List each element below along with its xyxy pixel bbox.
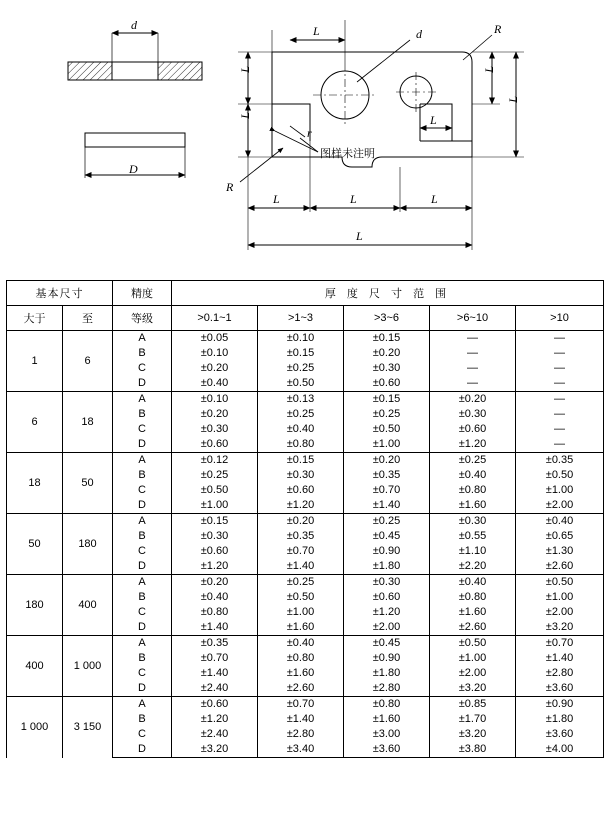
label-R-corner: R: [494, 22, 502, 36]
cell-tolerance: ±2.60: [258, 681, 344, 697]
header-basic-size: 基本尺寸: [7, 281, 113, 306]
cell-grade: B: [113, 651, 172, 666]
cell-tolerance: —: [516, 361, 604, 376]
cell-tolerance: ±1.20: [258, 498, 344, 514]
cell-tolerance: ±0.25: [258, 361, 344, 376]
cell-tolerance: ±0.30: [344, 361, 430, 376]
table-header-row-1: [7, 281, 604, 306]
cell-grade: B: [113, 407, 172, 422]
cell-tolerance: ±1.60: [344, 712, 430, 727]
table-header-row-2: [7, 306, 604, 331]
cell-tolerance: ±0.10: [172, 346, 258, 361]
cell-tolerance: ±3.20: [172, 742, 258, 758]
cell-grade: A: [113, 453, 172, 469]
cell-tolerance: ±0.50: [430, 636, 516, 652]
cell-grade: D: [113, 498, 172, 514]
cell-tolerance: ±0.15: [344, 392, 430, 408]
cell-tolerance: ±0.40: [516, 514, 604, 530]
cell-tolerance: ±1.00: [172, 498, 258, 514]
cell-tolerance: ±0.35: [344, 468, 430, 483]
technical-drawing: [0, 0, 609, 272]
cell-tolerance: ±2.00: [516, 498, 604, 514]
cell-grade: C: [113, 727, 172, 742]
cell-tolerance: ±2.40: [172, 681, 258, 697]
cell-grade: D: [113, 681, 172, 697]
cell-tolerance: ±0.15: [344, 331, 430, 347]
cell-tolerance: ±0.20: [172, 407, 258, 422]
cell-size-to: 50: [63, 453, 113, 514]
cell-tolerance: ±0.40: [172, 376, 258, 392]
cell-tolerance: ±0.45: [344, 636, 430, 652]
cell-tolerance: ±0.55: [430, 529, 516, 544]
cell-tolerance: ±0.15: [258, 453, 344, 469]
cell-tolerance: ±1.00: [516, 483, 604, 498]
cell-tolerance: —: [430, 361, 516, 376]
cell-size-from: 50: [7, 514, 63, 575]
cell-tolerance: ±0.40: [258, 422, 344, 437]
cell-tolerance: ±0.13: [258, 392, 344, 408]
cell-tolerance: ±0.50: [258, 590, 344, 605]
cell-tolerance: ±1.60: [430, 605, 516, 620]
cell-tolerance: ±1.20: [430, 437, 516, 453]
cell-tolerance: ±0.70: [172, 651, 258, 666]
header-thickness-range: 厚 度 尺 寸 范 围: [172, 281, 604, 306]
cell-grade: B: [113, 590, 172, 605]
cell-tolerance: ±0.25: [430, 453, 516, 469]
cell-grade: C: [113, 361, 172, 376]
cell-tolerance: ±0.25: [258, 575, 344, 591]
label-L-bottom-total: L: [356, 229, 363, 243]
cell-tolerance: ±0.40: [430, 468, 516, 483]
cell-grade: D: [113, 559, 172, 575]
table-row: [7, 575, 604, 591]
cell-tolerance: ±1.40: [516, 651, 604, 666]
cell-tolerance: ±0.20: [344, 453, 430, 469]
cell-tolerance: ±0.12: [172, 453, 258, 469]
cell-tolerance: ±0.60: [344, 376, 430, 392]
label-L-top: L: [313, 24, 320, 38]
cell-grade: D: [113, 437, 172, 453]
cell-tolerance: ±1.70: [430, 712, 516, 727]
table-row: [7, 636, 604, 652]
cell-grade: A: [113, 392, 172, 408]
cell-tolerance: ±1.80: [344, 666, 430, 681]
cell-tolerance: ±1.60: [258, 666, 344, 681]
cell-tolerance: —: [430, 331, 516, 347]
cell-tolerance: ±0.30: [172, 529, 258, 544]
cell-tolerance: ±0.85: [430, 697, 516, 713]
cell-size-from: 180: [7, 575, 63, 636]
cell-tolerance: ±2.60: [516, 559, 604, 575]
cell-tolerance: ±0.80: [258, 651, 344, 666]
cell-tolerance: ±0.80: [258, 437, 344, 453]
cell-tolerance: ±3.60: [516, 727, 604, 742]
cell-tolerance: ±1.40: [258, 559, 344, 575]
cell-tolerance: ±0.60: [172, 697, 258, 713]
header-range-0: >0.1~1: [172, 306, 258, 331]
cell-tolerance: ±0.25: [258, 407, 344, 422]
cell-tolerance: ±1.20: [344, 605, 430, 620]
cell-size-to: 1 000: [63, 636, 113, 697]
label-L-left-lower: L: [238, 112, 252, 119]
cell-grade: B: [113, 529, 172, 544]
cell-size-from: 1: [7, 331, 63, 392]
cell-tolerance: ±0.60: [172, 437, 258, 453]
cell-tolerance: ±0.20: [430, 392, 516, 408]
header-precision: 精度: [113, 281, 172, 306]
cell-tolerance: ±0.30: [172, 422, 258, 437]
label-L-bottom-1: L: [273, 192, 280, 206]
drawing-svg: [0, 0, 609, 272]
cell-grade: A: [113, 514, 172, 530]
cell-tolerance: ±1.30: [516, 544, 604, 559]
cell-tolerance: ±1.40: [258, 712, 344, 727]
cell-size-from: 400: [7, 636, 63, 697]
cell-tolerance: ±0.65: [516, 529, 604, 544]
cell-tolerance: ±2.20: [430, 559, 516, 575]
cell-size-to: 6: [63, 331, 113, 392]
header-range-3: >6~10: [430, 306, 516, 331]
cell-tolerance: ±1.00: [430, 651, 516, 666]
table-row: [7, 453, 604, 469]
cell-tolerance: ±4.00: [516, 742, 604, 758]
cell-tolerance: ±0.90: [344, 651, 430, 666]
cell-tolerance: ±0.80: [430, 590, 516, 605]
cell-tolerance: ±1.60: [430, 498, 516, 514]
cell-tolerance: ±2.80: [258, 727, 344, 742]
header-grade: 等级: [113, 306, 172, 331]
label-L-right-inner: L: [430, 113, 437, 127]
cell-tolerance: ±3.00: [344, 727, 430, 742]
cell-grade: A: [113, 331, 172, 347]
cell-tolerance: ±0.50: [516, 468, 604, 483]
cell-size-to: 18: [63, 392, 113, 453]
cell-tolerance: ±0.20: [258, 514, 344, 530]
cell-tolerance: ±3.20: [430, 681, 516, 697]
label-L-bottom-3: L: [431, 192, 438, 206]
cell-tolerance: ±0.10: [258, 331, 344, 347]
label-d-hole: d: [416, 27, 422, 41]
header-range-1: >1~3: [258, 306, 344, 331]
cell-grade: D: [113, 376, 172, 392]
cell-size-to: 400: [63, 575, 113, 636]
cell-tolerance: ±3.60: [516, 681, 604, 697]
cell-grade: B: [113, 712, 172, 727]
cell-tolerance: ±0.45: [344, 529, 430, 544]
label-d-washer: d: [131, 18, 137, 32]
cell-tolerance: ±2.00: [344, 620, 430, 636]
cell-tolerance: ±0.40: [258, 636, 344, 652]
cell-tolerance: ±0.70: [258, 544, 344, 559]
cell-tolerance: ±0.05: [172, 331, 258, 347]
cell-tolerance: ±0.60: [430, 422, 516, 437]
note-unmarked-in-drawing: 图样未注明: [320, 148, 375, 160]
cell-tolerance: ±1.40: [172, 620, 258, 636]
cell-tolerance: ±1.80: [344, 559, 430, 575]
cell-size-to: 180: [63, 514, 113, 575]
cell-tolerance: ±1.10: [430, 544, 516, 559]
cell-grade: C: [113, 483, 172, 498]
cell-tolerance: —: [516, 376, 604, 392]
tolerance-table: [6, 280, 604, 758]
cell-tolerance: ±0.70: [344, 483, 430, 498]
cell-tolerance: ±0.80: [344, 697, 430, 713]
cell-grade: C: [113, 605, 172, 620]
label-L-bottom-2: L: [350, 192, 357, 206]
cell-tolerance: ±1.20: [172, 559, 258, 575]
cell-tolerance: ±1.40: [344, 498, 430, 514]
cell-tolerance: ±0.30: [430, 514, 516, 530]
header-greater-than: 大于: [7, 306, 63, 331]
cell-size-from: 6: [7, 392, 63, 453]
cell-tolerance: —: [516, 331, 604, 347]
cell-tolerance: ±3.20: [430, 727, 516, 742]
cell-tolerance: ±0.60: [258, 483, 344, 498]
cell-grade: C: [113, 666, 172, 681]
cell-grade: C: [113, 544, 172, 559]
cell-tolerance: ±3.40: [258, 742, 344, 758]
cell-grade: B: [113, 346, 172, 361]
cell-tolerance: ±2.80: [344, 681, 430, 697]
cell-tolerance: ±0.35: [258, 529, 344, 544]
cell-size-to: 3 150: [63, 697, 113, 758]
cell-grade: B: [113, 468, 172, 483]
cell-grade: D: [113, 620, 172, 636]
cell-tolerance: ±2.00: [430, 666, 516, 681]
cell-grade: D: [113, 742, 172, 758]
cell-tolerance: ±1.00: [344, 437, 430, 453]
cell-tolerance: ±0.15: [258, 346, 344, 361]
cell-grade: A: [113, 697, 172, 713]
cell-tolerance: ±0.60: [344, 590, 430, 605]
label-r-fillet: r: [307, 126, 312, 140]
cell-tolerance: ±0.30: [430, 407, 516, 422]
cell-tolerance: —: [516, 422, 604, 437]
cell-tolerance: ±1.40: [172, 666, 258, 681]
cell-tolerance: ±0.50: [344, 422, 430, 437]
cell-tolerance: ±0.50: [172, 483, 258, 498]
cell-tolerance: ±2.60: [430, 620, 516, 636]
cell-grade: C: [113, 422, 172, 437]
cell-tolerance: ±0.30: [258, 468, 344, 483]
cell-tolerance: —: [516, 437, 604, 453]
cell-tolerance: ±0.25: [344, 407, 430, 422]
cell-tolerance: ±0.90: [344, 544, 430, 559]
cell-tolerance: ±0.30: [344, 575, 430, 591]
header-range-2: >3~6: [344, 306, 430, 331]
cell-tolerance: ±1.00: [258, 605, 344, 620]
label-R-bottom: R: [226, 180, 234, 194]
header-to: 至: [63, 306, 113, 331]
cell-tolerance: ±0.20: [344, 346, 430, 361]
label-D-plate: D: [129, 162, 138, 176]
cell-tolerance: ±0.35: [172, 636, 258, 652]
cell-tolerance: ±2.40: [172, 727, 258, 742]
cell-tolerance: —: [516, 346, 604, 361]
cell-tolerance: ±3.60: [344, 742, 430, 758]
table-row: [7, 331, 604, 347]
cell-tolerance: —: [430, 346, 516, 361]
cell-tolerance: ±0.40: [172, 590, 258, 605]
label-L-left-upper: L: [238, 66, 252, 73]
cell-size-from: 1 000: [7, 697, 63, 758]
cell-tolerance: ±1.20: [172, 712, 258, 727]
cell-grade: A: [113, 636, 172, 652]
cell-tolerance: ±0.40: [430, 575, 516, 591]
cell-tolerance: ±0.20: [172, 361, 258, 376]
cell-tolerance: ±0.80: [430, 483, 516, 498]
cell-tolerance: —: [430, 376, 516, 392]
cell-tolerance: ±0.20: [172, 575, 258, 591]
label-L-right-upper: L: [482, 66, 496, 73]
cell-tolerance: ±0.70: [516, 636, 604, 652]
cell-tolerance: —: [516, 392, 604, 408]
table-row: [7, 697, 604, 713]
cell-tolerance: ±0.70: [258, 697, 344, 713]
cell-tolerance: ±3.20: [516, 620, 604, 636]
cell-tolerance: ±0.25: [172, 468, 258, 483]
tolerance-table-wrapper: [6, 280, 603, 758]
cell-tolerance: ±0.50: [516, 575, 604, 591]
cell-tolerance: ±0.50: [258, 376, 344, 392]
table-row: [7, 514, 604, 530]
cell-tolerance: ±0.80: [172, 605, 258, 620]
header-range-4: >10: [516, 306, 604, 331]
cell-tolerance: ±0.60: [172, 544, 258, 559]
cell-tolerance: ±1.60: [258, 620, 344, 636]
label-L-right-total: L: [506, 96, 520, 103]
table-row: [7, 392, 604, 408]
cell-grade: A: [113, 575, 172, 591]
table-body: [7, 331, 604, 758]
cell-tolerance: —: [516, 407, 604, 422]
cell-tolerance: ±3.80: [430, 742, 516, 758]
cell-size-from: 18: [7, 453, 63, 514]
cell-tolerance: ±0.25: [344, 514, 430, 530]
cell-tolerance: ±2.00: [516, 605, 604, 620]
cell-tolerance: ±0.35: [516, 453, 604, 469]
cell-tolerance: ±0.15: [172, 514, 258, 530]
cell-tolerance: ±0.90: [516, 697, 604, 713]
cell-tolerance: ±1.80: [516, 712, 604, 727]
cell-tolerance: ±1.00: [516, 590, 604, 605]
cell-tolerance: ±2.80: [516, 666, 604, 681]
cell-tolerance: ±0.10: [172, 392, 258, 408]
